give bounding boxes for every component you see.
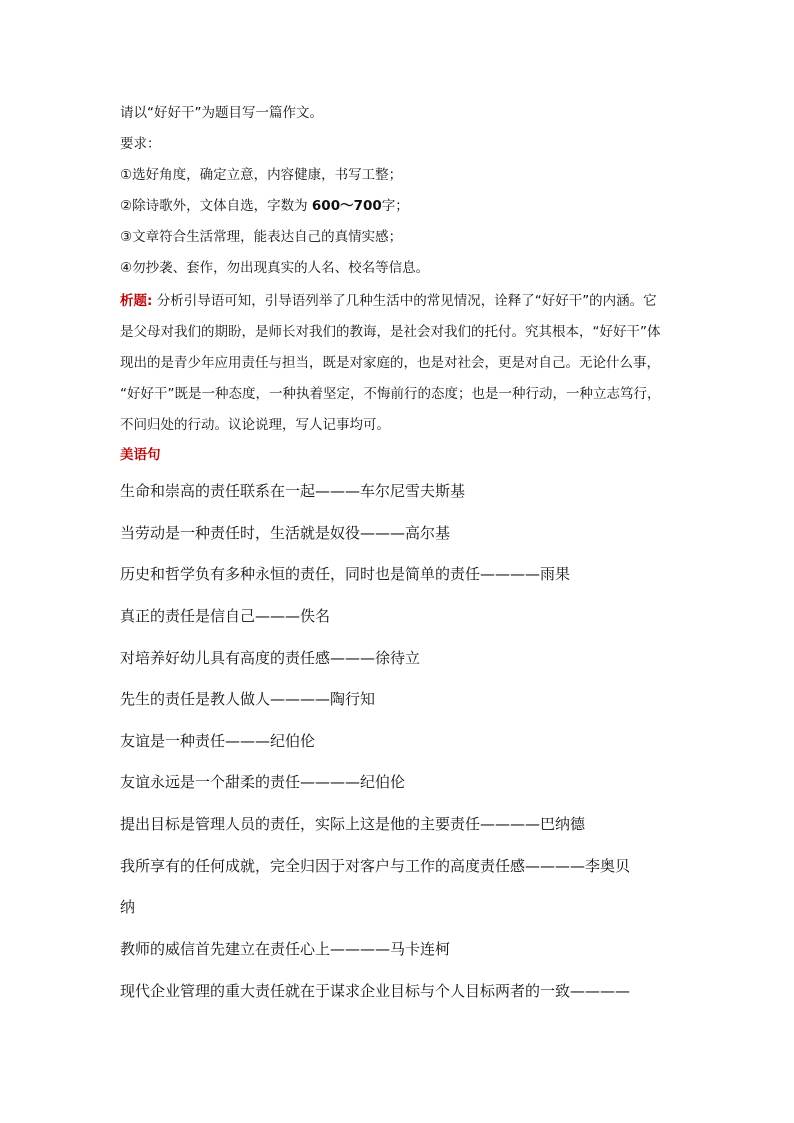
requirements-label: 要求： [120,136,161,152]
requirement-2-word-count: 600～700 [311,198,382,214]
quote-line: 我所享有的任何成就，完全归因于对客户与工作的高度责任感————李奥贝 [120,857,631,875]
analysis-label: 析题: [120,293,153,309]
analysis-line-2: 是父母对我们的期盼，是师长对我们的教诲，是社会对我们的托付。究其根本，“好好干”体 [120,324,661,340]
quote-line: 先生的责任是教人做人————陶行知 [120,690,376,708]
quote-line: 历史和哲学负有多种永恒的责任，同时也是简单的责任————雨果 [120,565,571,583]
requirement-3: ③文章符合生活常理，能表达自己的真情实感； [120,229,403,245]
quote-line: 友谊永远是一个甜柔的责任————纪伯伦 [120,773,406,791]
requirement-2 [120,197,409,215]
requirement-4: ④勿抄袭、套作，勿出现真实的人名、校名等信息。 [120,260,430,276]
analysis-line-1 [120,292,657,310]
analysis-line-3: 现出的是青少年应用责任与担当，既是对家庭的，也是对社会，更是对自己。无论什么事， [120,355,660,371]
section-title: 美语句 [120,447,161,463]
requirement-2-prefix: ②除诗歌外，文体自选，字数为 [120,198,312,214]
quote-line: 现代企业管理的重大责任就在于谋求企业目标与个人目标两者的一致———— [120,982,631,1000]
analysis-line-5: 不问归处的行动。议论说理，写人记事均可。 [120,417,390,433]
quote-line-continuation: 纳 [120,898,136,916]
essay-prompt: 请以“好好干”为题目写一篇作文。 [120,105,323,121]
requirement-1: ①选好角度，确定立意，内容健康，书写工整； [120,167,403,183]
quote-line: 教师的威信首先建立在责任心上————马卡连柯 [120,940,451,958]
quote-line: 当劳动是一种责任时，生活就是奴役———高尔基 [120,524,451,542]
quote-line: 提出目标是管理人员的责任，实际上这是他的主要责任————巴纳德 [120,815,586,833]
quote-line: 真正的责任是信自己———佚名 [120,607,331,625]
quote-line: 对培养好幼儿具有高度的责任感———徐待立 [120,649,421,667]
analysis-line-4: “好好干”既是一种态度，一种执着坚定，不悔前行的态度；也是一种行动，一种立志笃行， [120,386,661,402]
requirement-2-suffix: 字； [381,198,409,214]
quote-line: 友谊是一种责任———纪伯伦 [120,732,316,750]
analysis-text-1: 分析引导语可知，引导语列举了几种生活中的常见情况，诠释了“好好干”的内涵。它 [152,293,657,309]
quote-line: 生命和崇高的责任联系在一起———车尔尼雪夫斯基 [120,482,466,500]
